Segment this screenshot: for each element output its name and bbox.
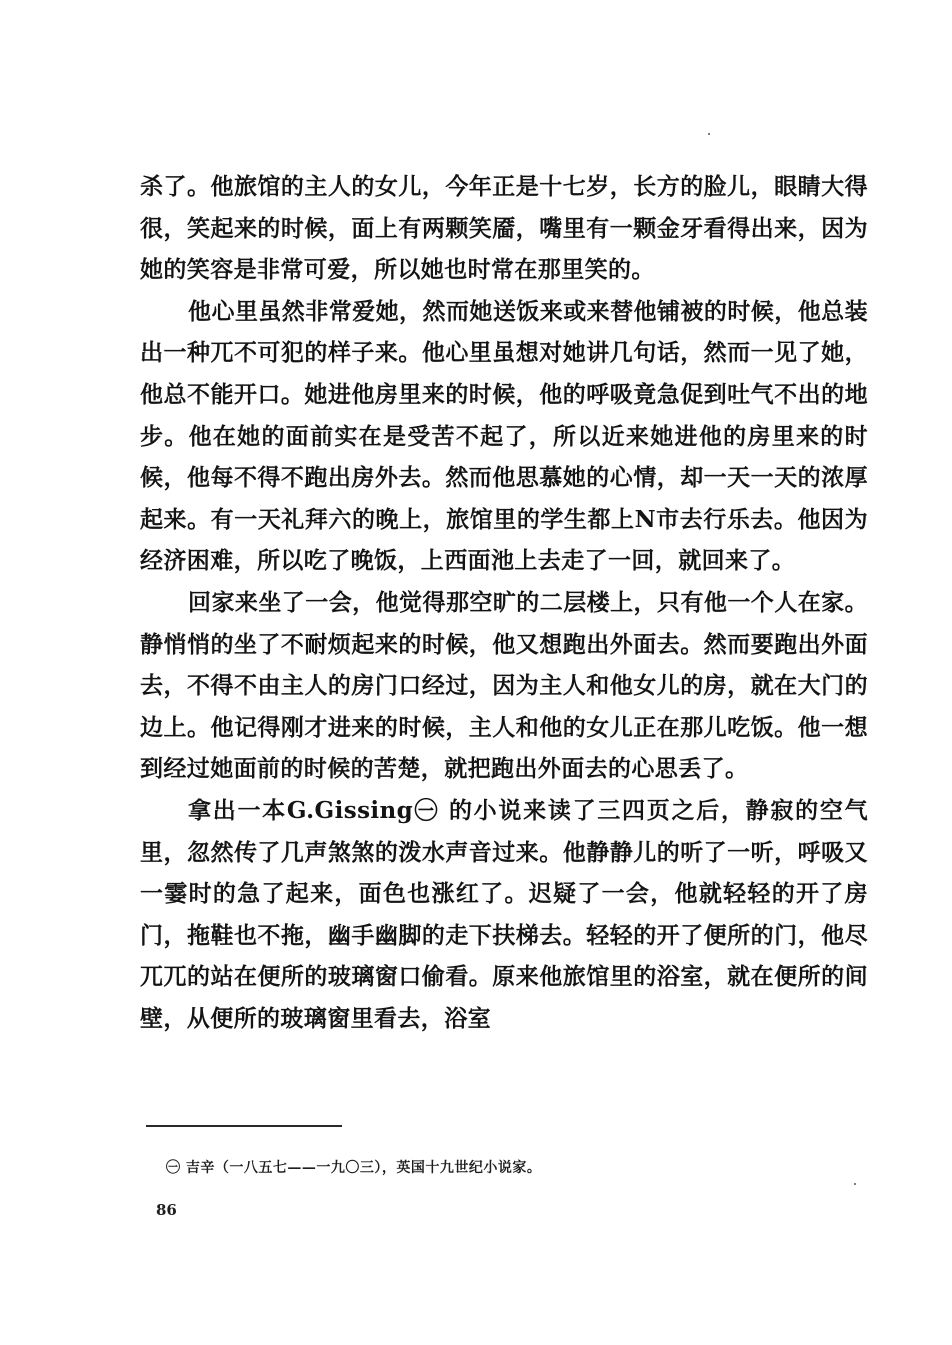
paragraph-4: 拿出一本G.Gissing㊀ 的小说来读了三四页之后，静寂的空气里，忽然传了几声煞煞的泼水声音过来。他静静儿的听了一听，呼吸又一霎时的急了起来，面色也涨红了。迟疑了一会，他就轻轻的开了房门，拖鞋也不拖，幽手幽脚的走下扶梯去。轻轻的开了便所的门，他尽兀兀的站在便所的玻璃窗口偷看。原来他旅馆里的浴室，就在便所的间壁，从便所的玻璃窗里看去，浴室 xyxy=(140,796,868,1032)
scan-speck xyxy=(854,1183,856,1185)
footnote-divider xyxy=(146,1125,342,1127)
scan-speck xyxy=(708,133,710,135)
page-number: 86 xyxy=(156,1201,177,1219)
paragraph-1: 杀了。他旅馆的主人的女儿，今年正是十七岁，长方的脸儿，眼睛大得很，笑起来的时候，面上有两颗笑靥，嘴里有一颗金牙看得出来，因为她的笑容是非常可爱，所以她也时常在那里笑的。 xyxy=(140,173,868,284)
paragraph-2: 他心里虽然非常爱她，然而她送饭来或来替他铺被的时候，他总装出一种兀不可犯的样子来。他心里虽想对她讲几句话，然而一见了她，他总不能开口。她进他房里来的时候，他的呼吸竟急促到吐气不出的地步。他在她的面前实在是受苦不起了，所以近来她进他的房里来的时候，他每不得不跑出房外去。然而他思慕她的心情，却一天一天的浓厚起来。有一天礼拜六的晚上，旅馆里的学生都上N市去行乐去。他因为经济困难，所以吃了晚饭，上西面池上去走了一回，就回来了。 xyxy=(140,297,868,575)
paragraph-3: 回家来坐了一会，他觉得那空旷的二层楼上，只有他一个人在家。静悄悄的坐了不耐烦起来的时候，他又想跑出外面去。然而要跑出外面去，不得不由主人的房门口经过，因为主人和他女儿的房，就在大门的边上。他记得刚才进来的时候，主人和他的女儿正在那儿吃饭。他一想到经过她面前的时候的苦楚，就把跑出外面去的心思丢了。 xyxy=(140,588,868,783)
footnote: ㊀ 吉辛（一八五七——一九〇三），英国十九世纪小说家。 xyxy=(166,1160,542,1176)
body-text xyxy=(140,166,868,1039)
